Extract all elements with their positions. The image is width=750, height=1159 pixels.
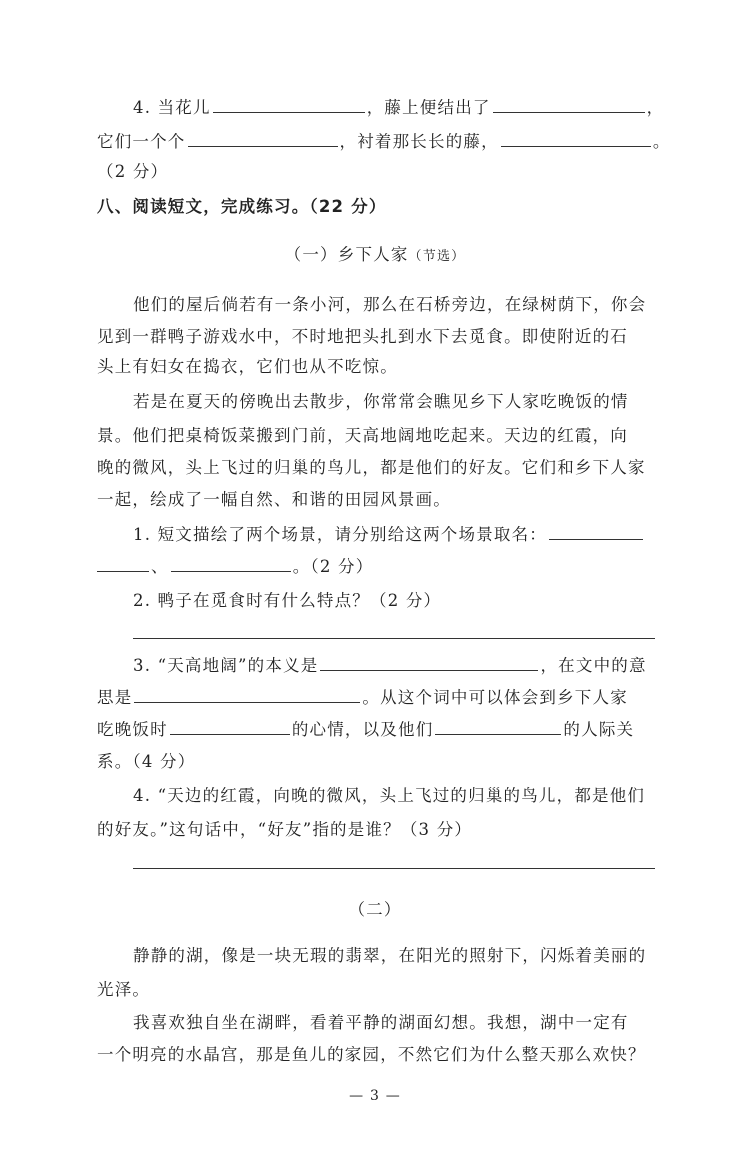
answer-blank[interactable] xyxy=(213,98,365,113)
answer-blank[interactable] xyxy=(171,557,291,572)
p1-line: 见到一群鸭子游戏水中，不时地把头扎到水下去觅食。即使附近的石 xyxy=(97,327,628,346)
q1-text: 、 xyxy=(151,557,169,576)
q2-text: 2. 鸭子在觅食时有什么特点？（2 分） xyxy=(133,591,442,610)
q3-text: 3. “天高地阔”的本义是 xyxy=(133,656,319,675)
page-number: — 3 — xyxy=(349,1088,401,1104)
answer-blank[interactable] xyxy=(435,720,561,735)
q7-4-text: ， xyxy=(646,98,665,117)
answer-blank[interactable] xyxy=(493,98,645,113)
p2-line: 晚的微风，头上飞过的归巢的鸟儿，都是他们的好友。它们和乡下人家 xyxy=(97,458,646,477)
p2-line: 一起，绘成了一幅自然、和谐的田园风景画。 xyxy=(97,490,451,509)
q3-line1 xyxy=(133,655,647,677)
p1-line: 头上有妇女在捣衣，它们也从不吃惊。 xyxy=(97,357,398,376)
q3-text: 吃晚饭时 xyxy=(97,720,168,739)
answer-blank[interactable] xyxy=(549,525,643,540)
q3-line4: 系。（4 分） xyxy=(97,752,196,771)
q3-text: ，在文中的意 xyxy=(540,656,647,675)
q1-line2 xyxy=(97,556,373,578)
q4-line1: 4. “天边的红霞，向晚的微风，头上飞过的归巢的鸟儿，都是他们 xyxy=(133,786,646,805)
q7-4-text: ，衬着那长长的藤， xyxy=(339,132,499,151)
q7-4-text: 它们一个个 xyxy=(97,132,186,151)
q7-4-text: 4. 当花儿 xyxy=(133,98,211,117)
passage2-p1-line: 光泽。 xyxy=(97,980,151,999)
passage2-p2-line: 我喜欢独自坐在湖畔，看着平静的湖面幻想。我想，湖中一定有 xyxy=(133,1013,629,1032)
q7-4-text: 。 xyxy=(652,132,671,151)
p2-line: 若是在夏天的傍晚出去散步，你常常会瞧见乡下人家吃晚饭的情 xyxy=(133,392,629,411)
q1-text: 1. 短文描绘了两个场景，请分别给这两个场景取名： xyxy=(133,525,547,544)
section-heading: 八、阅读短文，完成练习。（22 分） xyxy=(97,197,387,216)
q7-4-text: ，藤上便结出了 xyxy=(366,98,491,117)
q7-4-score: （2 分） xyxy=(97,162,169,181)
answer-line[interactable] xyxy=(133,638,655,639)
q1-line1 xyxy=(133,524,645,546)
passage1-title xyxy=(0,244,750,268)
q3-text: 的人际关 xyxy=(563,720,635,739)
p1-line: 他们的屋后倘若有一条小河，那么在石桥旁边，在绿树荫下，你会 xyxy=(133,295,647,314)
answer-blank[interactable] xyxy=(134,688,360,703)
passage-title-text: （一）乡下人家 xyxy=(284,245,409,264)
answer-blank[interactable] xyxy=(188,132,338,147)
q3-text: 的心情，以及他们 xyxy=(291,720,434,739)
answer-blank[interactable] xyxy=(320,656,538,671)
q3-text: 。从这个词中可以体会到乡下人家 xyxy=(362,688,628,707)
q3-line2 xyxy=(97,687,628,709)
passage-title-note: （节选） xyxy=(408,249,466,264)
answer-line[interactable] xyxy=(133,868,655,869)
q3-text: 思是 xyxy=(97,688,133,707)
answer-blank[interactable] xyxy=(501,132,651,147)
q7-4-line1 xyxy=(133,97,664,119)
q4-line2: 的好友。”这句话中，“好友”指的是谁？（3 分） xyxy=(97,820,473,839)
passage2-title: （二） xyxy=(348,900,402,919)
passage2-p1-line: 静静的湖，像是一块无瑕的翡翠，在阳光的照射下，闪烁着美丽的 xyxy=(133,946,647,965)
q7-4-line2 xyxy=(97,131,671,153)
q3-line3 xyxy=(97,719,634,741)
p2-line: 景。他们把桌椅饭菜搬到门前，天高地阔地吃起来。天边的红霞，向 xyxy=(97,426,628,445)
q1-text: 。（2 分） xyxy=(292,557,374,576)
answer-blank[interactable] xyxy=(170,720,290,735)
answer-blank[interactable] xyxy=(97,557,149,572)
passage2-p2-line: 一个明亮的水晶宫，那是鱼儿的家园，不然它们为什么整天那么欢快？ xyxy=(97,1045,646,1064)
